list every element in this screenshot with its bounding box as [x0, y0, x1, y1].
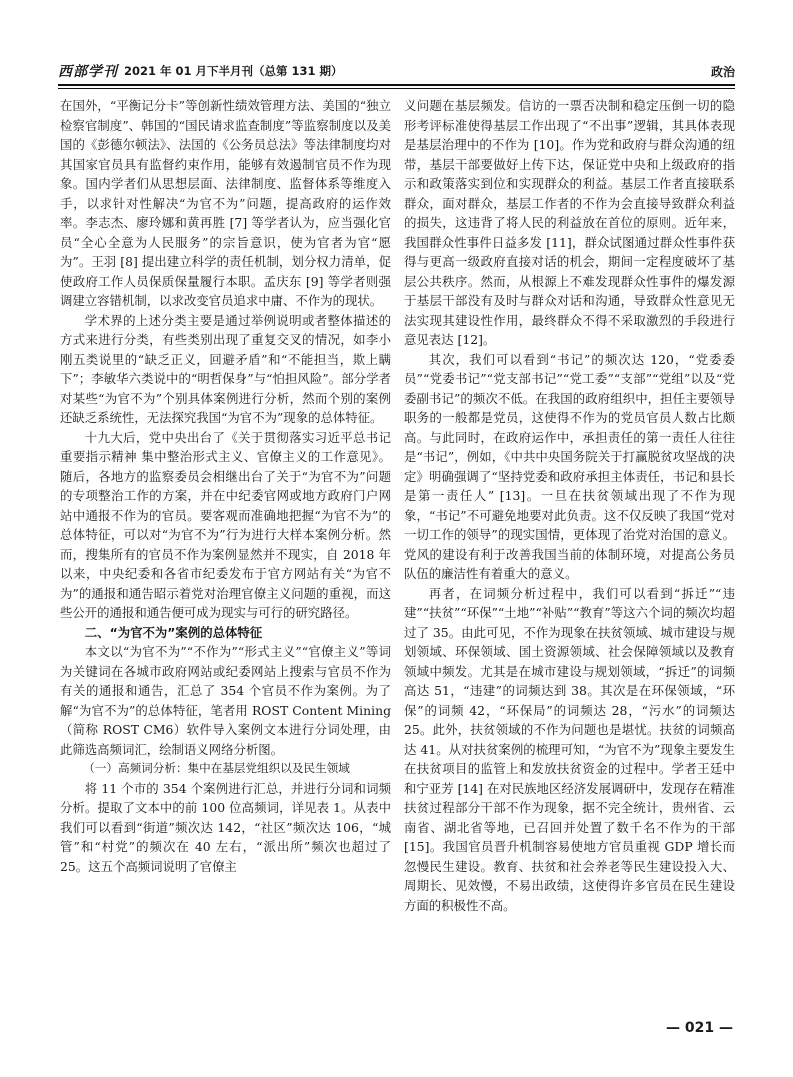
- article-body: [60, 96, 735, 1016]
- section-name: 政治: [710, 64, 735, 79]
- paragraph: 义问题在基层频发。信访的一票否决制和稳定压倒一切的隐形考评标准使得基层工作出现了“不出事”逻辑，其具体表现是基层治理中的不作为 [10]。作为党和政府与群众沟通的纽带，基层干部要做好上传下达，保证党中央和上级政府的指示和政策落实到位和实现群众的利益。基层工作者直接联系群众，面对群众，基层工作者的不作为会直接导致群众利益的损失，这违背了将人民的利益放在首位的原则。近年来，我国群众性事件日益多发 [11]，群众试图通过群众性事件获得与更高一级政府直接对话的机会，期间一定程度破坏了基层公共秩序。然而，从根源上不难发现群众性事件的爆发源于基层干部没有及时与群众对话和沟通，导致群众性意见无法实现其建设性作用，最终群众不得不采取激烈的手段进行意见表达 [12]。: [404, 98, 735, 347]
- right-column: [404, 96, 735, 1016]
- header-left: [58, 61, 343, 81]
- journal-logo: 西部学刊: [58, 64, 118, 80]
- paragraph: 十九大后，党中央出台了《关于贯彻落实习近平总书记重要指示精神 集中整治形式主义、官僚主义的工作意见》。随后，各地方的监察委员会相继出台了关于“为官不为”问题的专项整治工作的方案，并在中纪委官网或地方政府门户网站中通报不作为的官员。要客观而准确地把握“为官不为”的总体特征，可以对“为官不为”行为进行大样本案例分析。然而，搜集所有的官员不作为案例显然并不现实，自 2018 年以来，中央纪委和各省市纪委发布于官方网站有关“为官不为”的通报和通告昭示着党对治理官僚主义问题的重视，而这些公开的通报和通告便可成为现实与可行的研究路径。: [60, 429, 391, 620]
- paragraph: 将 11 个市的 354 个案例进行汇总，并进行分词和词频分析。提取了文本中的前 100 位高频词，详见表 1。从表中我们可以看到“街道”频次达 142，“社区”频次达 106，“城管”和“村党”的频次在 40 左右，“派出所”频次也超过了 25。这五个高频词说明了官僚主: [60, 780, 391, 874]
- paragraph: 在国外，“平衡记分卡”等创新性绩效管理方法、美国的“独立检察官制度”、韩国的“国民请求监查制度”等监察制度以及美国的《彭德尔顿法》、法国的《公务员总法》等法律制度均对其国家官员具有监督约束作用，能够有效遏制官员不作为现象。国内学者们从思想层面、法律制度、监督体系等维度入手，以求针对性解决“为官不为”问题，提高政府的运作效率。李志杰、廖玲娜和黄再胜 [7] 等学者认为，应当强化官员“全心全意为人民服务”的宗旨意识，使为官者为官“愿为”。王羽 [8] 提出建立科学的责任机制，划分权力清单，促使政府工作人员保质保量履行本职。孟庆东 [9] 等学者则强调建立容错机制，以求改变官员追求中庸、不作为的现状。: [60, 98, 391, 308]
- header-rule-thin: [58, 88, 735, 89]
- running-header: [58, 60, 735, 82]
- paragraph: 再者，在词频分析过程中，我们可以看到“拆迁”“违建”“扶贫”“环保”“土地”“补贴”“教育”等这六个词的频次均超过了 35。由此可见，不作为现象在扶贫领域、城市建设与规划领域、环保领域、国土资源领域、社会保障领域以及教育领域中频发。尤其是在城市建设与规划领域，“拆迁”的词频高达 51，“违建”的词频达到 38。其次是在环保领域，“环保”的词频 42，“环保局”的词频达 28，“污水”的词频达 25。此外，扶贫领域的不作为问题也是堪忧。扶贫的词频高达 41。从对扶贫案例的梳理可知，“为官不为”现象主要发生在扶贫项目的监管上和发放扶贫资金的过程中。学者王廷中和宁亚芳 [14] 在对民族地区经济发展调研中，发现存在精准扶贫过程部分干部不作为现象，据不完全统计，贵州省、云南省、湖北省等地，已召回并处置了数千名不作为的干部 [15]。我国官员晋升机制容易使地方官员重视 GDP 增长而忽慢民生建设。教育、扶贫和社会养老等民生建设投入大、周期长、见效慢，不易出政绩，这使得许多官员在民生建设方面的积极性不高。: [404, 585, 735, 913]
- issue-info: 2021 年 01 月下半月刊（总第 131 期）: [124, 64, 343, 78]
- subsection-heading: （一）高频词分析：集中在基层党组织以及民生领域: [83, 761, 350, 775]
- paragraph: 其次，我们可以看到“书记”的频次达 120，“党委委员”“党委书记”“党支部书记”“党工委”“支部”“党组”以及“党委副书记”的频次不低。在我国的政府组织中，担任主要领导职务的一般都是党员，这使得不作为的党员官员人数占比颇高。与此同时，在政府运作中，承担责任的第一责任人往往是“书记”，例如，《中共中央国务院关于打赢脱贫攻坚战的决定》明确强调了“坚持党委和政府承担主体责任，书记和县长是第一责任人” [13]。一旦在扶贫领域出现了不作为现象，“书记”不可避免地要对此负责。这不仅反映了我国“党对一切工作的领导”的现实国情，更体现了治党对治国的意义。党风的建设有利于改善我国当前的体制环境，对提高公务员队伍的廉洁性有着重大的意义。: [404, 351, 735, 581]
- left-column: [60, 96, 391, 1016]
- section-heading: 二、“为官不为”案例的总体特征: [84, 624, 263, 640]
- page-number: — 021 —: [666, 1020, 733, 1036]
- paragraph: 学术界的上述分类主要是通过举例说明或者整体描述的方式来进行分类，有些类别出现了重复交叉的情况，如李小刚五类说里的“缺乏正义，回避矛盾”和“不能担当，欺上瞒下”；李敏华六类说中的“明哲保身”与“怕担风险”。部分学者对某些“为官不为”个别具体案例进行分析，然而个别的案例还缺乏系统性，无法探究我国“为官不为”现象的总体特征。: [60, 312, 391, 425]
- paragraph: 本文以“为官不为”“不作为”“形式主义”“官僚主义”等词为关键词在各城市政府网站或纪委网站上搜索与官员不作为有关的通报和通告，汇总了 354 个官员不作为案例。为了解“为官不为”的总体特征，笔者用 ROST Content Mining（简称 ROST CM6）软件导入案例文本进行分词处理，由此筛选高频词汇，绘制语义网络分析图。: [60, 644, 391, 757]
- header-rule-thick: [58, 84, 735, 86]
